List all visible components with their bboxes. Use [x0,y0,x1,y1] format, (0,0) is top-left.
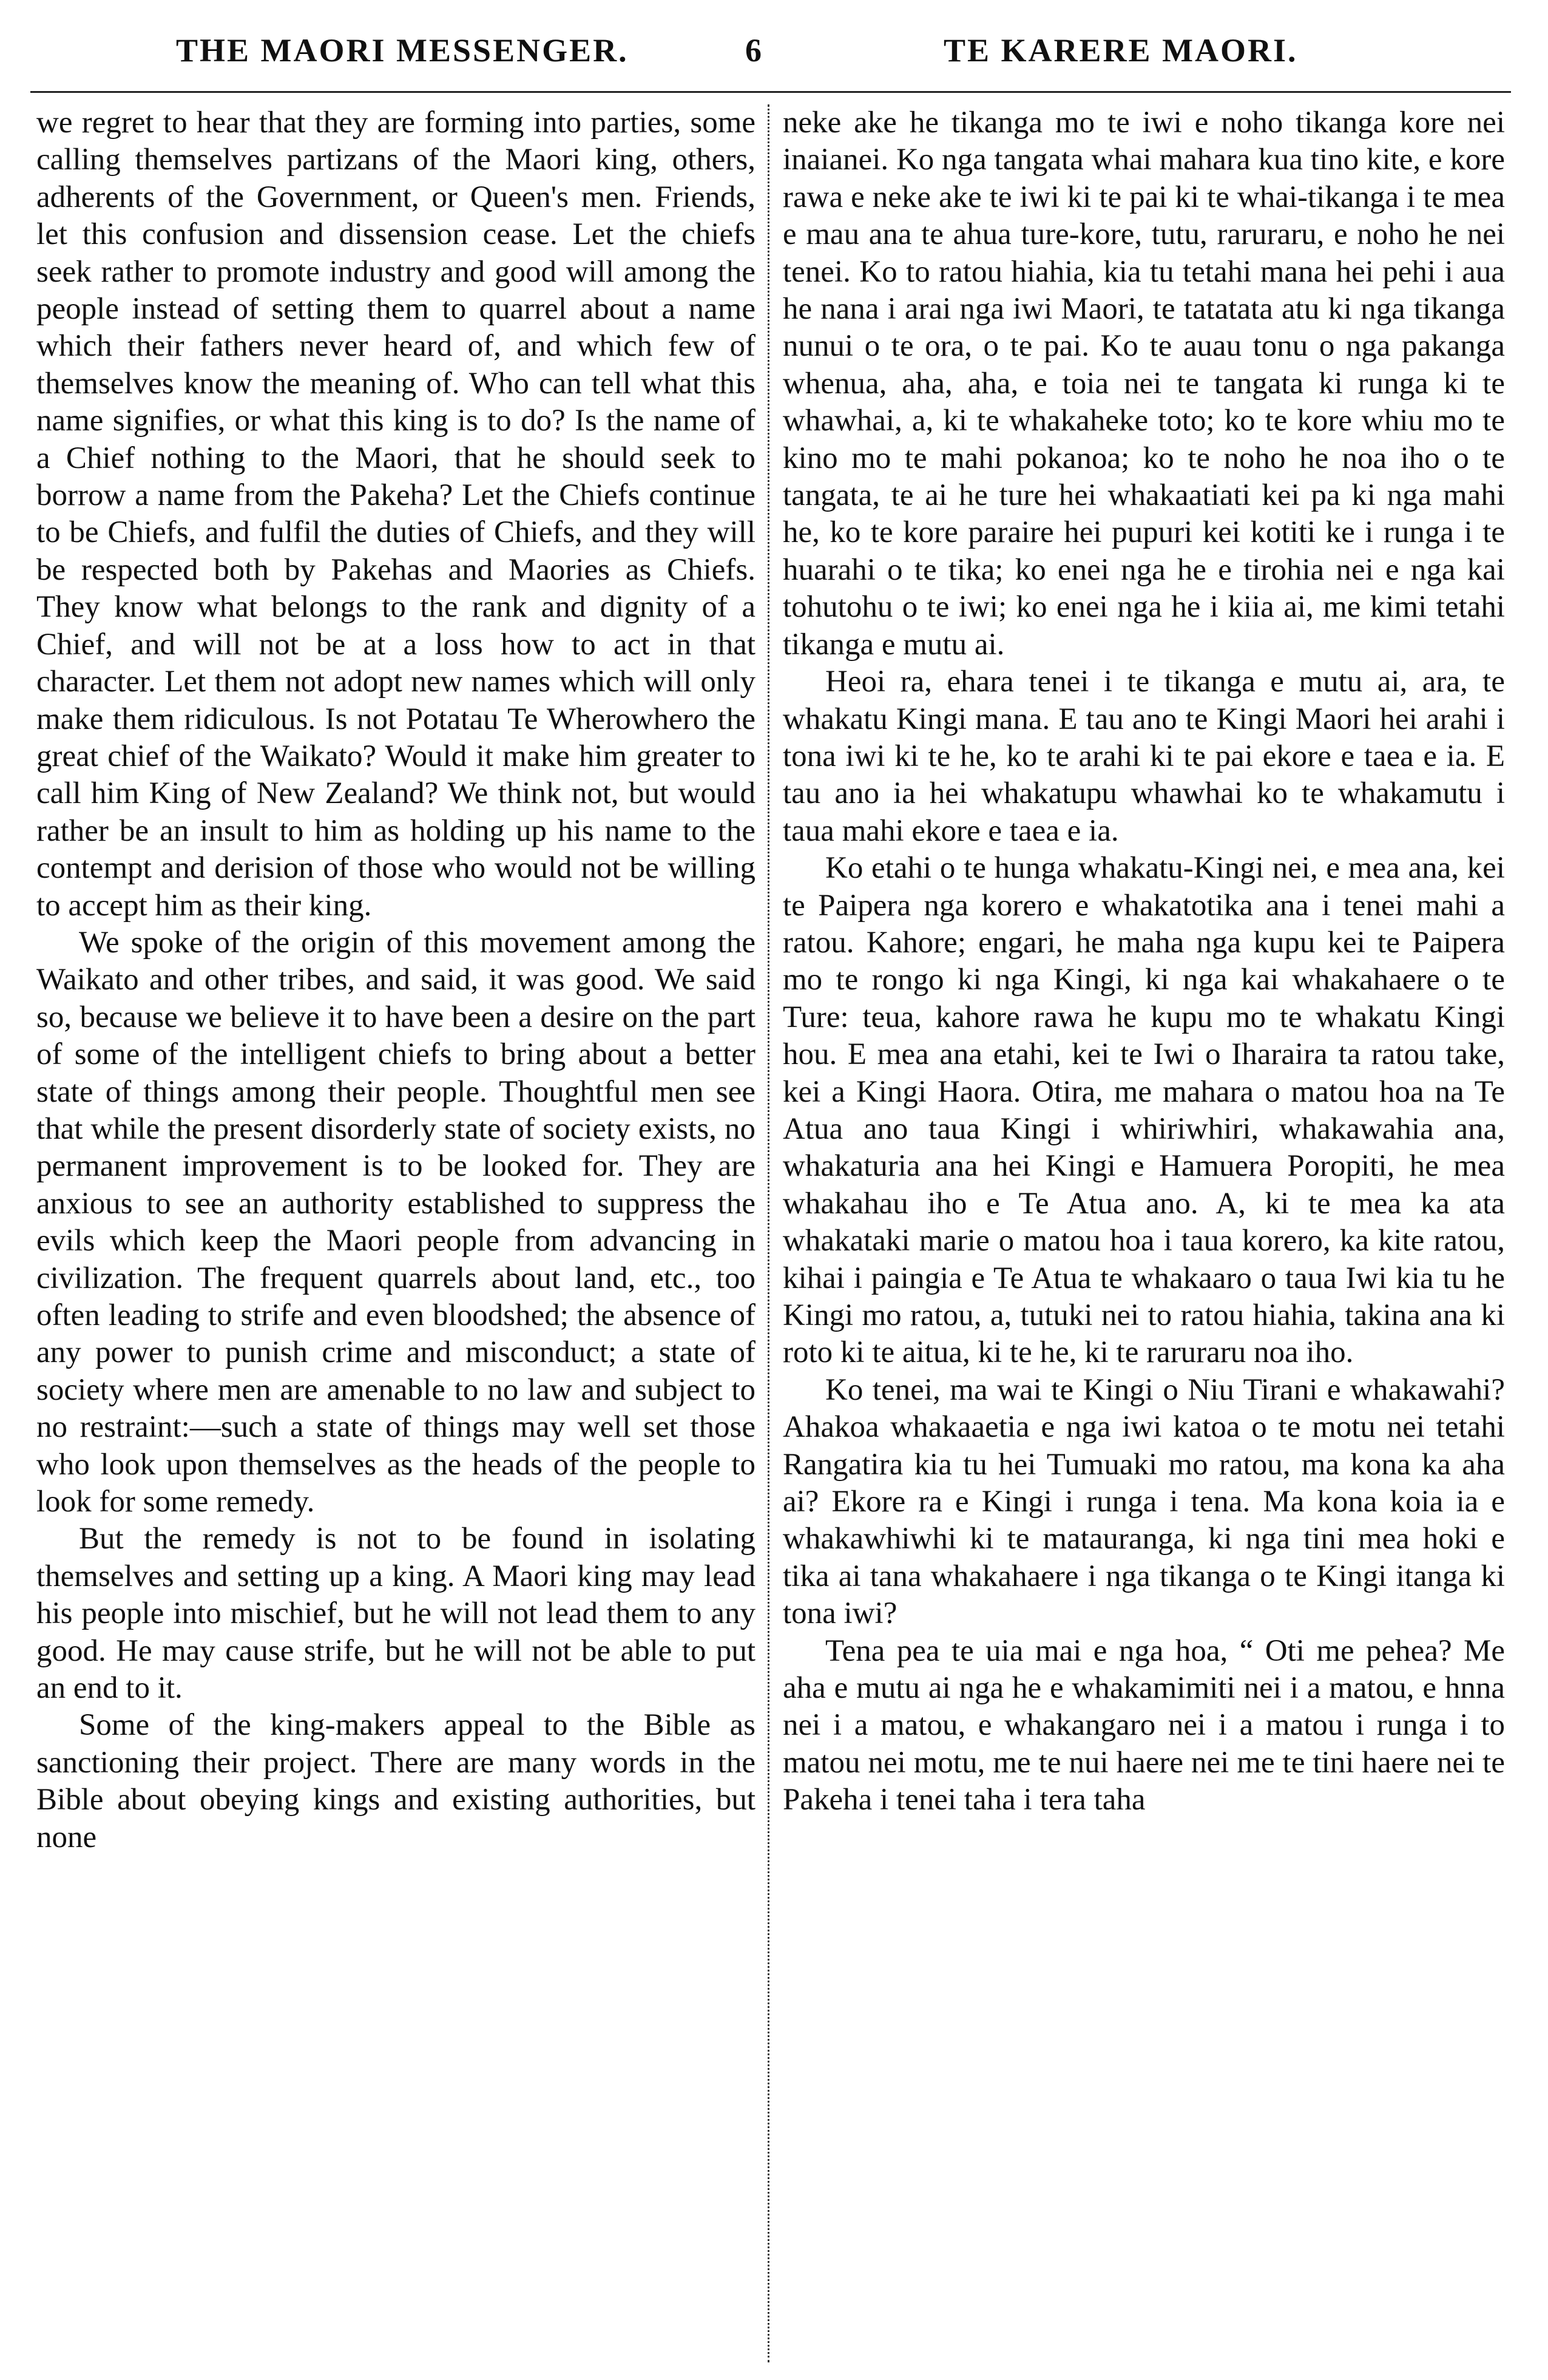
english-paragraph-1: we regret to hear that they are forming into parties, some calling themselves partizans of the Maori king, others, adherents of the Government, or Queen's men. Friends, let this confusion and dissension cease. Let the chiefs seek rather to promote industry and good will among the people instead of setting them to quarrel about a name which their fathers never heard of, and which few of themselves know the meaning of. Who can tell what this name signifies, or what this king is to do? Is the name of a Chief nothing to the Maori, that he should seek to borrow a name from the Pakeha? Let the Chiefs continue to be Chiefs, and fulfil the duties of Chiefs, and they will be respected both by Pakehas and Maories as Chiefs. They know what belongs to the rank and dignity of a Chief, and will not be at a loss how to act in that character. Let them not adopt new names which will only make them ridiculous. Is not Potatau Te Wherowhero the great chief of the Waikato? Would it make him greater to call him King of New Zealand? We think not, but would rather be an insult to him as holding up his name to the contempt and derision of those who would not be willing to accept him as their king. [36,106,755,923]
maori-paragraph-1: neke ake he tikanga mo te iwi e noho tikanga kore nei inaianei. Ko nga tangata whai mahara kua tino kite, e kore rawa e neke ake te iwi ki te pai ki te whai-tikanga i te mea e mau ana te ahua ture-kore, tutu, raruraru, e noho he nei tenei. Ko to ratou hiahia, kia tu tetahi mana hei pehi i aua he nana i arai nga iwi Maori, te tatatata atu ki nga tikanga nunui o te ora, o te pai. Ko te auau tonu o nga pakanga whenua, aha, aha, e toia nei te tangata ki runga ki te whawhai, a, ki te whakaheke toto; ko te kore whiu mo te kino mo te mahi pokanoa; ko te noho he noa iho o te tangata, te ai he ture hei whakaatiati kei pa ki nga mahi he, ko te kore paraire hei pupuri kei kotiti ke i runga i te huarahi o te tika; ko enei nga he e tirohia nei e nga kai tohutohu o te iwi; ko enei nga he i kiia ai, me kimi tetahi tikanga e mutu ai. [783,106,1505,662]
maori-paragraph-2: Heoi ra, ehara tenei i te tikanga e mutu ai, ara, te whakatu Kingi mana. E tau ano te Kingi Maori hei arahi i tona iwi ki te he, ko te arahi ki te pai ekore e taea e ia. E tau ano ia hei whakatupu whawhai ko te whakamutu i taua mahi ekore e taea e ia. [783,665,1505,848]
maori-paragraph-5: Tena pea te uia mai e nga hoa, “ Oti me pehea? Me aha e mutu ai nga he e whakamimiti nei i a matou, e hnna nei i a matou, e whakangaro nei i a matou i runga i to matou nei motu, me te nui haere nei me te tini haere nei te Pakeha i tenei taha i tera taha [783,1633,1505,1817]
maori-masthead: TE KARERE MAORI. [944,32,1298,69]
column-divider [768,104,769,2362]
english-paragraph-2: We spoke of the origin of this movement among the Waikato and other tribes, and said, it was good. We said so, because we believe it to have been a desire on the part of some of the intelligent chiefs to bring about a better state of things among their people. Thoughtful men see that while the present disorderly state of society exists, no permanent improvement is to be looked for. They are anxious to see an authority established to suppress the evils which keep the Maori people from advancing in civilization. The frequent quarrels about land, etc., too often leading to strife and even bloodshed; the absence of any power to punish crime and misconduct; a state of society where men are amenable to no law and subject to no restraint:—such a state of things may well set those who look upon themselves as the heads of the people to look for some remedy. [36,925,755,1519]
english-column [36,104,755,2362]
header-rule [30,91,1511,93]
page-header [0,25,1548,86]
english-paragraph-4: Some of the king-makers appeal to the Bible as sanctioning their project. There are many words in the Bible about obeying kings and existing authorities, but none [36,1708,755,1854]
page-number: 6 [745,32,763,69]
english-paragraph-3: But the remedy is not to be found in isolating themselves and setting up a king. A Maori king may lead his people into mischief, but he will not lead them to any good. He may cause strife, but he will not be able to put an end to it. [36,1522,755,1706]
maori-paragraph-3: Ko etahi o te hunga whakatu-Kingi nei, e mea ana, kei te Paipera nga korero e whakatotika ana i tenei mahi a ratou. Kahore; engari, he maha nga kupu kei te Paipera mo te rongo ki nga Kingi, ki nga kai whakahaere o te Ture: teua, kahore rawa he kupu mo te whakatu Kingi hou. E mea ana etahi, kei te Iwi o Iharaira ta ratou take, kei a Kingi Haora. Otira, me mahara o matou hoa na Te Atua ano taua Kingi i whiriwhiri, whakawahia ana, whakaturia ana hei Kingi e Hamuera Poropiti, he mea whakahau iho e Te Atua ano. A, ki te mea ka ata whakataki marie o matou hoa i taua korero, ka kite ratou, kihai i paingia e Te Atua te whakaaro o taua Iwi kia tu he Kingi mo ratou, a, tutuki nei to ratou hiahia, takina ana ki roto ki te aitua, ki te he, ki te raruraru noa iho. [783,851,1505,1370]
english-masthead: THE MAORI MESSENGER. [176,32,629,69]
maori-column [783,104,1505,2362]
maori-paragraph-4: Ko tenei, ma wai te Kingi o Niu Tirani e whakawahi? Ahakoa whakaaetia e nga iwi katoa o te motu nei tetahi Rangatira kia tu hei Tumuaki mo ratou, ma kona ka aha ai? Ekore ra e Kingi i runga i tena. Ma kona koia ia e whakawhiwhi ki te matauranga, ki nga tini mea hoki e tika ai tana whakahaere i nga tikanga o te Kingi itanga ki tona iwi? [783,1372,1505,1631]
